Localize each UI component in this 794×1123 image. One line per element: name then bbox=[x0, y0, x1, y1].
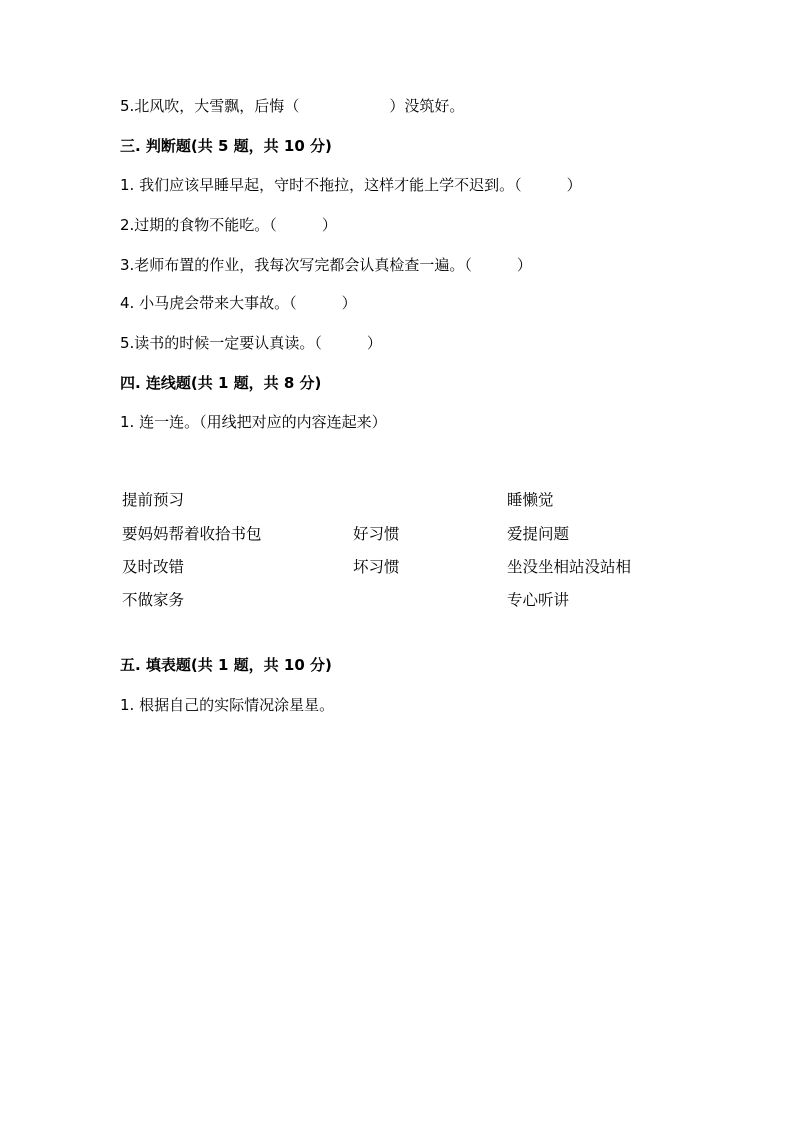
section-3-heading: 三. 判断题(共 5 题，共 10 分) bbox=[120, 137, 332, 155]
matching-left-item: 及时改错 bbox=[122, 558, 185, 576]
matching-right-item: 坐没坐相站没站相 bbox=[507, 558, 632, 576]
table-question: 1. 根据自己的实际情况涂星星。 bbox=[120, 696, 335, 714]
matching-left-item: 要妈妈帮着收拾书包 bbox=[122, 525, 262, 543]
matching-right-item: 睡懒觉 bbox=[507, 491, 554, 509]
true-false-question-2: 2.过期的食物不能吃。（ ） bbox=[120, 216, 337, 234]
matching-middle-item: 坏习惯 bbox=[353, 558, 400, 576]
true-false-question-3: 3.老师布置的作业，我每次写完都会认真检查一遍。（ ） bbox=[120, 256, 532, 274]
matching-left-item: 提前预习 bbox=[122, 491, 185, 509]
section-5-heading: 五. 填表题(共 1 题，共 10 分) bbox=[120, 656, 332, 674]
true-false-question-4: 4. 小马虎会带来大事故。（ ） bbox=[120, 294, 357, 312]
matching-left-item: 不做家务 bbox=[122, 591, 185, 609]
true-false-question-5: 5.读书的时候一定要认真读。（ ） bbox=[120, 334, 382, 352]
fill-in-question-5: 5.北风吹，大雪飘，后悔（ ）没筑好。 bbox=[120, 97, 465, 115]
true-false-question-1: 1. 我们应该早睡早起，守时不拖拉，这样才能上学不迟到。（ ） bbox=[120, 176, 582, 194]
matching-question: 1. 连一连。（用线把对应的内容连起来） bbox=[120, 413, 387, 431]
matching-middle-item: 好习惯 bbox=[353, 525, 400, 543]
section-4-heading: 四. 连线题(共 1 题，共 8 分) bbox=[120, 374, 322, 392]
matching-right-item: 专心听讲 bbox=[507, 591, 570, 609]
matching-right-item: 爱提问题 bbox=[507, 525, 570, 543]
